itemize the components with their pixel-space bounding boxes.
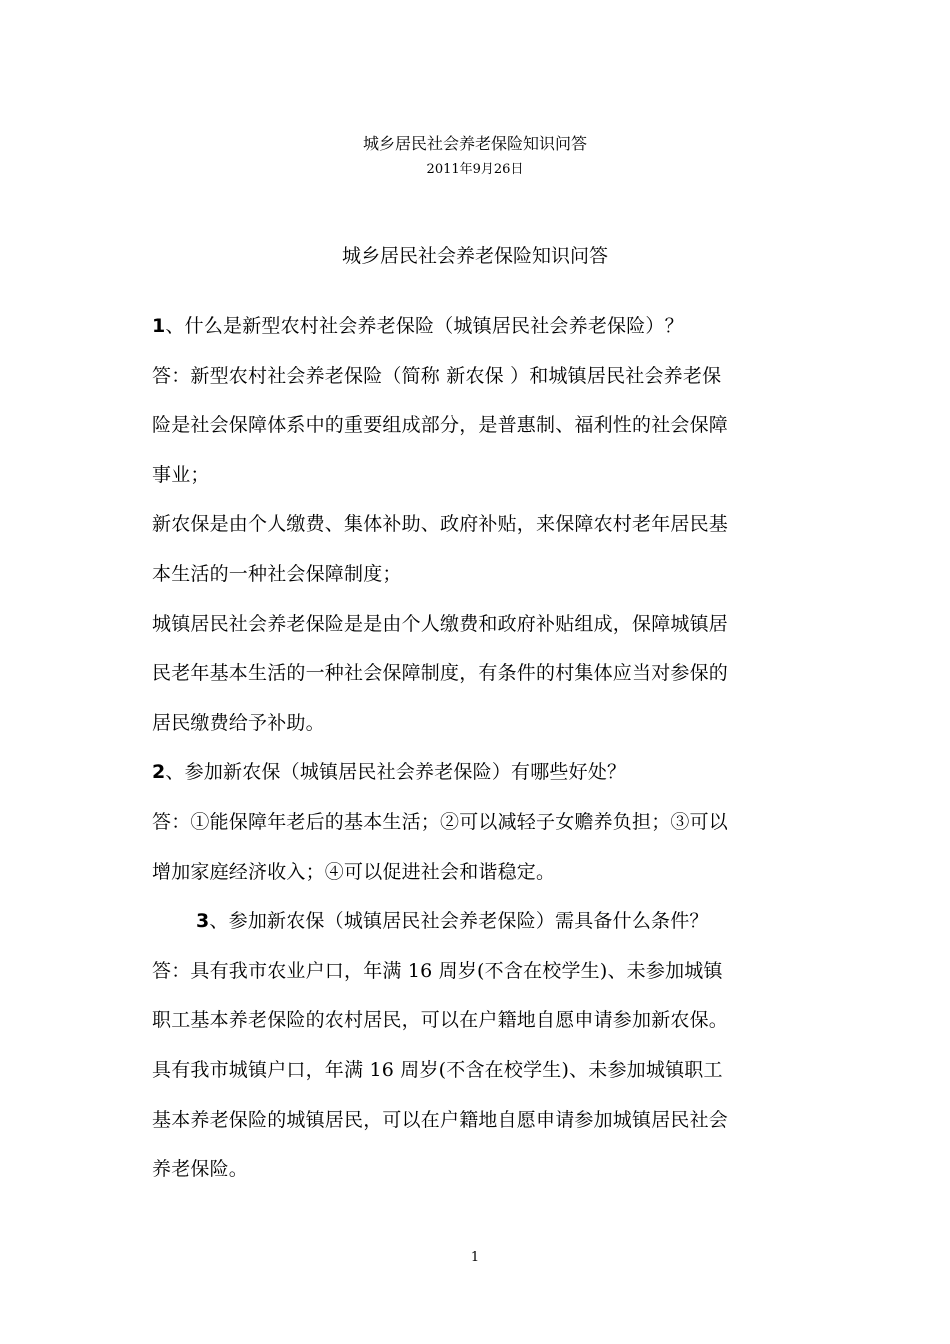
answer-1-line: 民老年基本生活的一种社会保障制度，有条件的村集体应当对参保的 [152,662,729,685]
answer-2-line: 答：①能保障年老后的基本生活；②可以减轻子女赡养负担；③可以 [152,810,729,833]
answer-1-line: 答：新型农村社会养老保险（简称 新农保 ）和城镇居民社会养老保 [152,364,722,387]
document-body [152,302,812,1195]
answer-1-line: 事业； [152,463,210,486]
answer-3-line: 答：具有我市农业户口，年满 16 周岁(不含在校学生)、未参加城镇 [152,959,723,982]
question-3 [152,897,812,947]
question-2-number: 2 [152,761,166,784]
answer-1-line: 险是社会保障体系中的重要组成部分，是普惠制、福利性的社会保障 [152,414,729,437]
answer-1-line: 城镇居民社会养老保险是是由个人缴费和政府补贴组成，保障城镇居 [152,612,729,635]
question-1 [152,302,812,352]
answer-3-line: 养老保险。 [152,1158,249,1181]
answer-1-line: 本生活的一种社会保障制度； [152,562,402,585]
header-title: 城乡居民社会养老保险知识问答 [362,134,587,153]
answer-1-line: 新农保是由个人缴费、集体补助、政府补贴，来保障农村老年居民基 [152,513,729,536]
page-number: 1 [470,1250,480,1265]
answer-3-line: 具有我市城镇户口，年满 16 周岁(不含在校学生)、未参加城镇职工 [152,1058,723,1081]
document-title: 城乡居民社会养老保险知识问答 [341,245,608,267]
answer-3-line: 基本养老保险的城镇居民，可以在户籍地自愿申请参加城镇居民社会 [152,1108,729,1131]
question-3-text: 、参加新农保（城镇居民社会养老保险）需具备什么条件？ [209,910,709,933]
answer-1-line: 居民缴费给予补助。 [152,711,325,734]
answer-2-line: 增加家庭经济收入；④可以促进社会和谐稳定。 [152,860,556,883]
question-1-text: 、什么是新型农村社会养老保险（城镇居民社会养老保险）？ [165,315,684,337]
question-2-text: 、参加新农保（城镇居民社会养老保险）有哪些好处？ [165,761,627,784]
header-date: 2011年9月26日 [426,162,524,177]
question-2 [152,748,812,798]
question-3-number: 3 [196,910,210,933]
question-1-number: 1 [152,315,166,337]
answer-3-line: 职工基本养老保险的农村居民，可以在户籍地自愿申请参加新农保。 [152,1009,729,1032]
